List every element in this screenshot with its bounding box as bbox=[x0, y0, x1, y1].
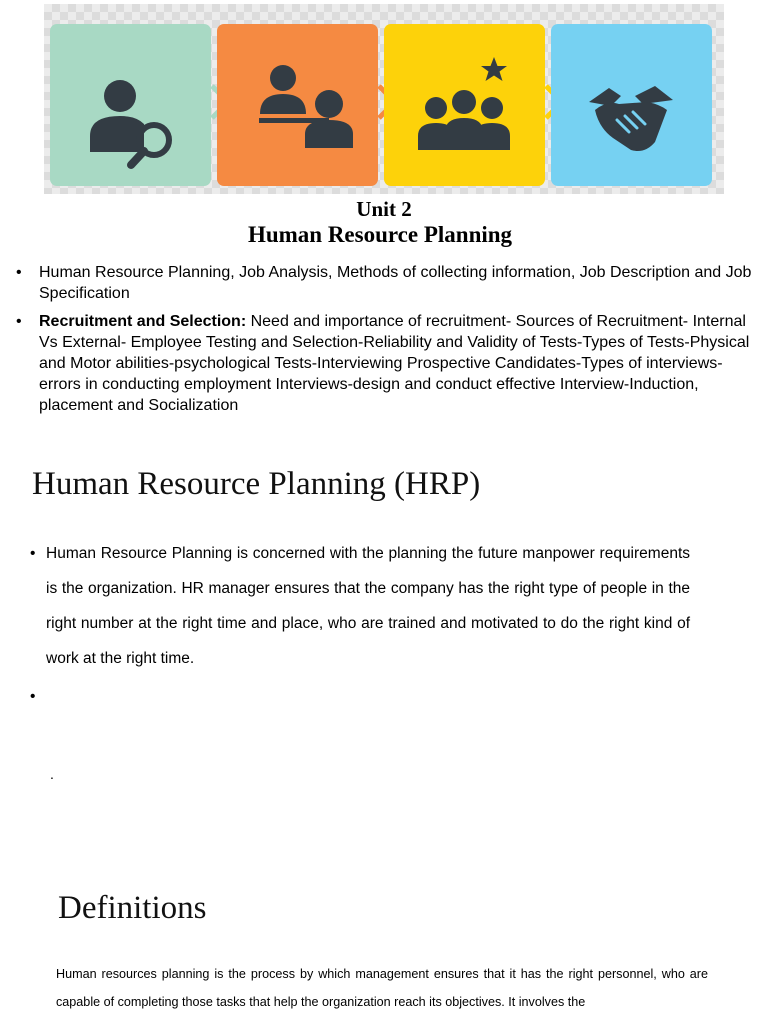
hrp-heading: Human Resource Planning (HRP) bbox=[32, 466, 481, 502]
banner-tile-2 bbox=[217, 24, 378, 186]
hrp-empty-bullet bbox=[30, 688, 35, 706]
definitions-paragraph: Human resources planning is the process by which management ensures that it has the right personnel, who are capable of completing those tasks that help the organization reach its objectives. It involves the bbox=[56, 967, 708, 1009]
topic-bold-label: Recruitment and Selection: bbox=[39, 313, 247, 330]
unit-label: Unit 2 bbox=[356, 197, 412, 221]
hrp-paragraph: Human Resource Planning is concerned with the planning the future manpower requirements is the organization. HR manager ensures that the company has the right type of people in the right number at the right time and place, who are trained and motivated to do the right kind of work at the right time. bbox=[46, 545, 690, 667]
definitions-heading: Definitions bbox=[58, 890, 207, 926]
bullet-icon: • bbox=[30, 545, 36, 562]
banner-illustration bbox=[44, 4, 724, 194]
topic-text: Recruitment and Selection: Need and importance of recruitment- Sources of Recruitment- Internal Vs External- Employee Testing and Selection-Reliability and Validity of Tests-Types of Tests-Physical and Motor abilities-psychological Tests-Interviewing Prospective Candidates-Types of interviews-errors in conducting employment Interviews-design and conduct effective Interview-Induction, placement and Socialization bbox=[39, 313, 750, 414]
banner-tile-3 bbox=[384, 24, 545, 186]
unit-title: Human Resource Planning bbox=[247, 222, 513, 247]
team-star-icon bbox=[384, 24, 545, 186]
banner-tile-4 bbox=[551, 24, 712, 186]
topic-text: Human Resource Planning, Job Analysis, Methods of collecting information, Job Description and Job Specification bbox=[39, 264, 752, 302]
banner-tile-1 bbox=[50, 24, 211, 186]
bullet-icon: • bbox=[16, 264, 22, 281]
bullet-icon: • bbox=[30, 688, 36, 705]
bullet-icon: • bbox=[16, 313, 22, 330]
topic-bullet bbox=[16, 311, 756, 416]
handshake-icon bbox=[551, 24, 712, 186]
interview-icon bbox=[217, 24, 378, 186]
stray-mark: . bbox=[50, 766, 54, 782]
topic-bullet bbox=[16, 262, 756, 304]
hrp-bullet bbox=[30, 536, 690, 676]
person-search-icon bbox=[50, 24, 211, 186]
